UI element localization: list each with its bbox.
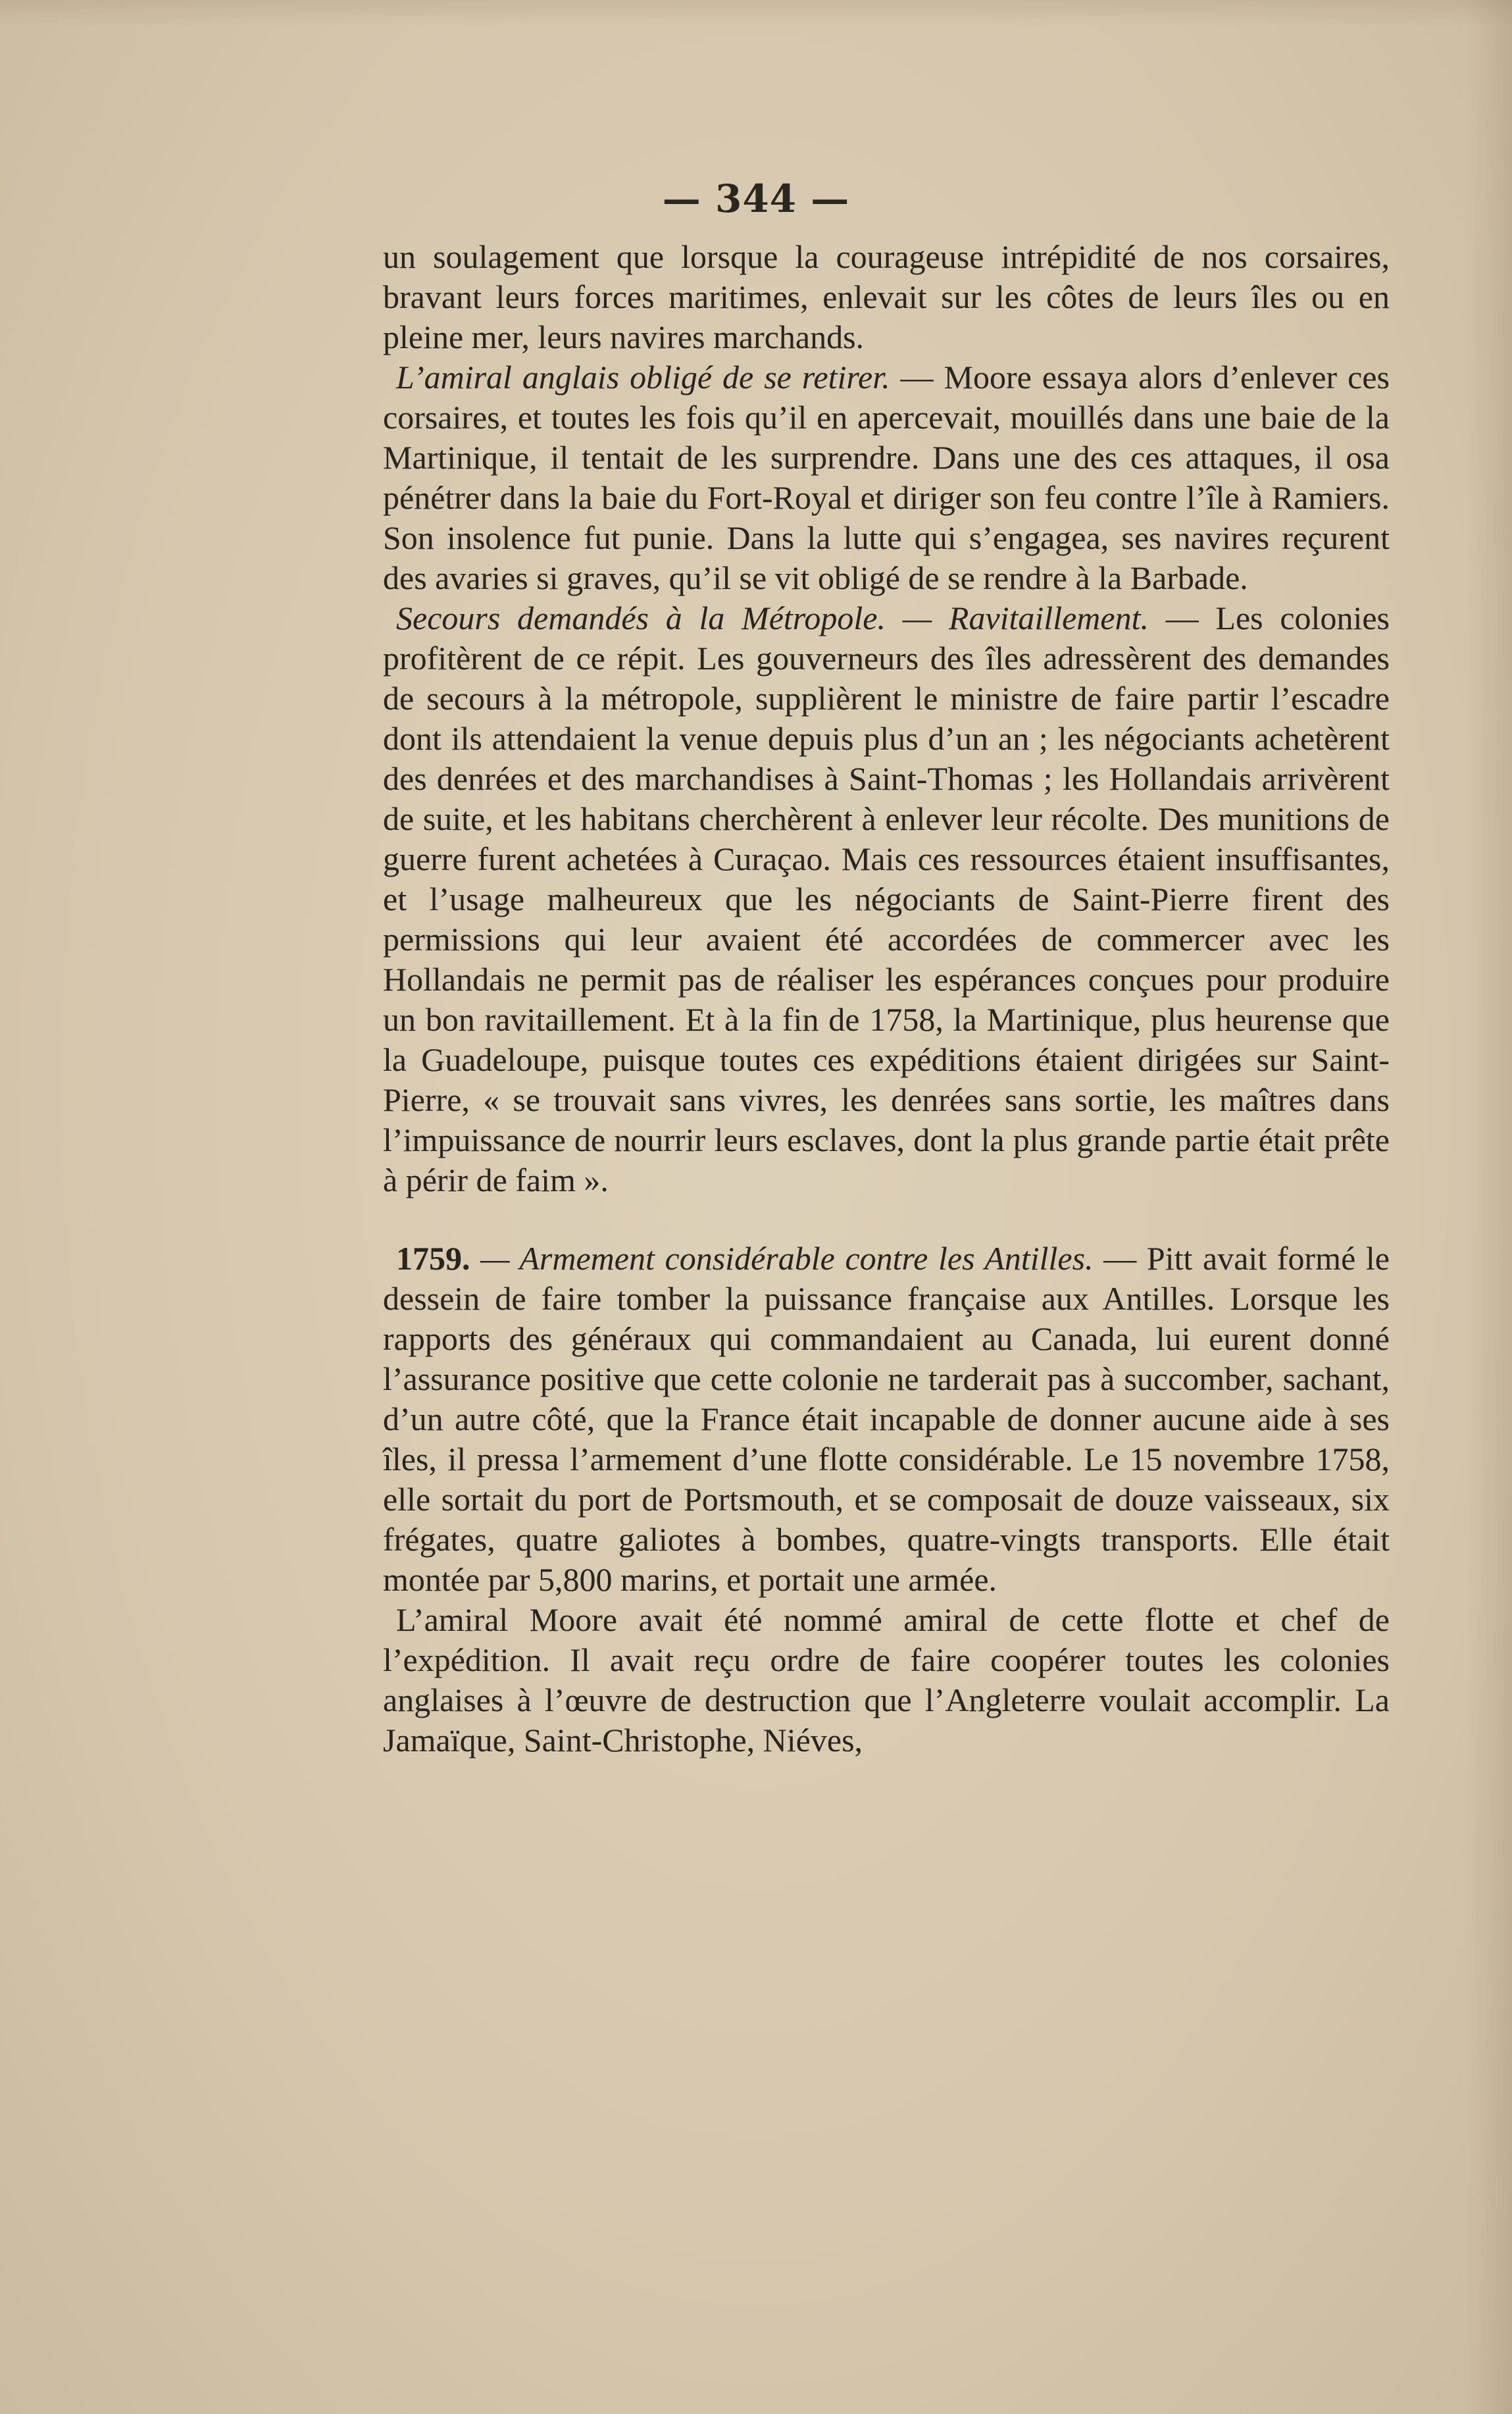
year-heading: 1759. — [396, 1240, 470, 1277]
page-number: — 344 — — [662, 176, 850, 221]
paragraph-text: — Les colonies profitèrent de ce répit. Les gouverneurs des îles adressèrent des demandes de secours à la métropole, supplièrent le ministre de faire partir l’escadre dont ils attendaient la venue depuis plus d’un an ; les négociants achetèrent des denrées et des marchandises à Saint-Thomas ; les Hollandais arrivèrent de suite, et les habitans cherchèrent à enlever leur récolte. Des munitions de guerre furent achetées à Curaçao. Mais ces ressources étaient insuffisantes, et l’usage malheureux que les négociants de Saint-Pierre firent des permissions qui leur avaient été accordées de commercer avec les Hollandais ne permit pas de réaliser les espérances conçues pour produire un bon ravitaillement. Et à la fin de 1758, la Martinique, plus heurense que la Guadeloupe, puisque toutes ces expéditions étaient dirigées sur Saint-Pierre, « se trouvait sans vivres, les denrées sans sortie, les maîtres dans l’impuissance de nourrir leurs esclaves, dont la plus grande partie était prête à périr de faim ». — [383, 600, 1390, 1198]
section-heading: L’amiral anglais obligé de se retirer. — [396, 359, 890, 396]
page-shadow-top — [0, 0, 1512, 26]
paragraph-4 — [383, 1239, 1390, 1600]
section-heading: — Armement considérable contre les Antilles. — [470, 1240, 1094, 1277]
page-shadow-right — [1466, 0, 1512, 2414]
paragraph-text: L’amiral Moore avait été nommé amiral de cette flotte et chef de l’expédition. Il avait reçu ordre de faire coopérer toutes les colonies anglaises à l’œuvre de destruction que l’Angleterre voulait accomplir. La Jamaïque, Saint-Christophe, Niéves, — [383, 1601, 1390, 1759]
paragraph-text: — Pitt avait formé le dessein de faire tomber la puissance française aux Antilles. Lorsque les rapports des généraux qui commandaient au Canada, lui eurent donné l’assurance positive que cette colonie ne tarderait pas à succomber, sachant, d’un autre côté, que la France était incapable de donner aucune aide à ses îles, il pressa l’armement d’une flotte considérable. Le 15 novembre 1758, elle sortait du port de Portsmouth, et se composait de douze vaisseaux, six frégates, quatre galiotes à bombes, quatre-vingts transports. Elle était montée par 5,800 marins, et portait une armée. — [383, 1240, 1390, 1598]
section-heading: Secours demandés à la Métropole. — Ravitaillement. — [396, 600, 1149, 636]
paragraph-3 — [383, 598, 1390, 1200]
paragraph-text: un soulagement que lorsque la courageuse intrépidité de nos corsaires, bravant leurs forces maritimes, enlevait sur les côtes de leurs îles ou en pleine mer, leurs navires marchands. — [383, 238, 1390, 355]
paragraph-text: — Moore essaya alors d’enlever ces corsaires, et toutes les fois qu’il en apercevait, mouillés dans une baie de la Martinique, il tentait de les surprendre. Dans une des ces attaques, il osa pénétrer dans la baie du Fort-Royal et diriger son feu contre l’île à Ramiers. Son insolence fut punie. Dans la lutte qui s’engagea, ses navires reçurent des avaries si graves, qu’il se vit obligé de se rendre à la Barbade. — [383, 359, 1390, 596]
paragraph-1 — [383, 237, 1390, 357]
body-text — [383, 237, 1390, 1760]
paragraph-2 — [383, 357, 1390, 598]
paragraph-5 — [383, 1600, 1390, 1760]
